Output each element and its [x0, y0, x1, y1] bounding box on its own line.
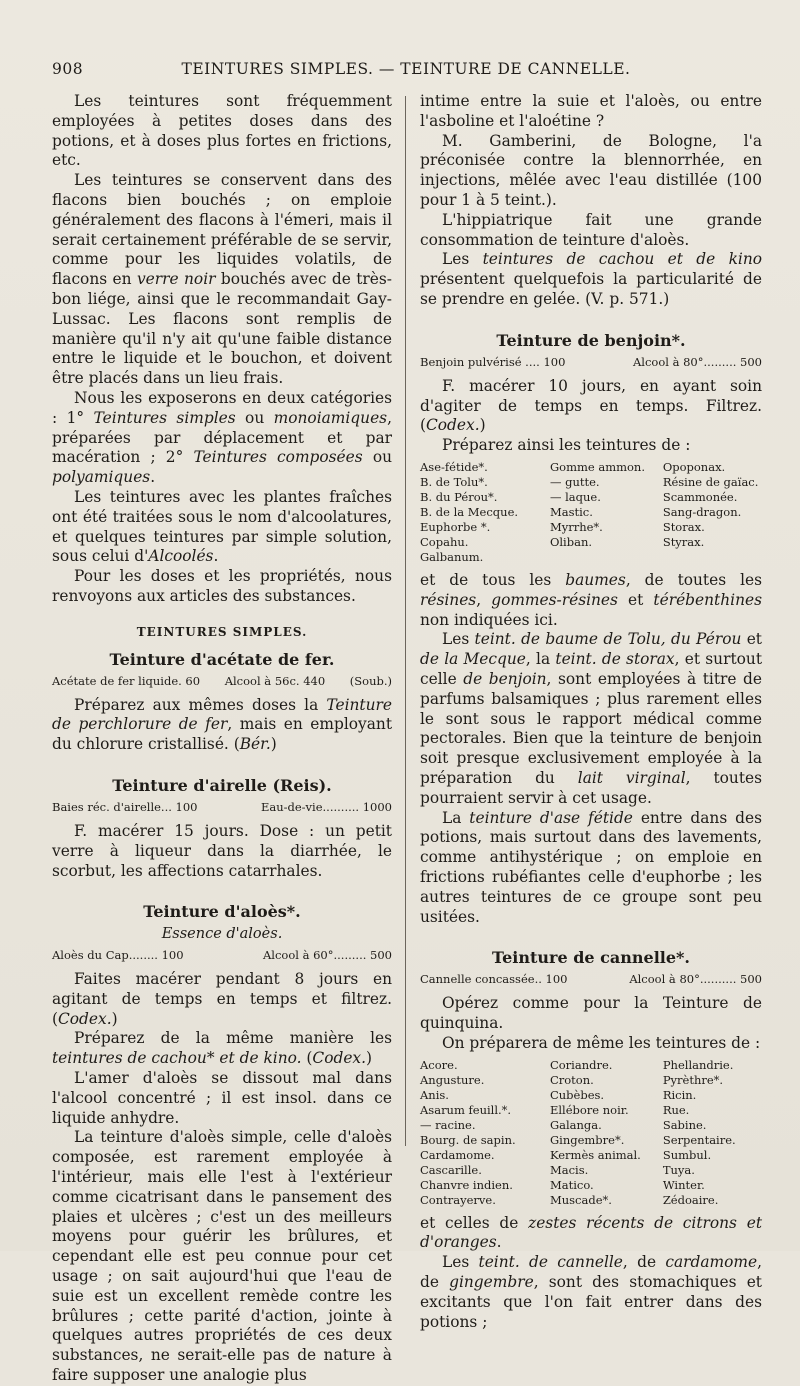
table-cell: Zédoaire. [662, 1192, 719, 1207]
paragraph: Les teintures se conservent dans des flacons bien bouchés ; on emploie généralement des flacons à l'émeri, mais il serait certainement préférable de se servir, comme pour les liquides volatils, de flacons en verre noir bouchés avec de très-bon liége, ainsi que le recommandait Gay-Lussac. Les flacons sont remplis de manière qu'il n'y ait qu'une faible distance entre le liquide et le bouchon, et doivent être placés dans un lieu frais. [52, 171, 392, 388]
section-heading: TEINTURES SIMPLES. [136, 624, 308, 639]
table-cell: — gutte. [549, 474, 600, 489]
table-cell: Ricin. [662, 1087, 697, 1102]
paragraph: On préparera de même les teintures de : [442, 1033, 761, 1052]
table-cell: Chanvre indien. [420, 1177, 513, 1192]
table-cell: Sabine. [662, 1117, 707, 1132]
paragraph: La teinture d'ase fétide entre dans des potions, mais surtout dans des lavements, comme antihystérique ; on emploie en frictions rubéfiantes celle d'euphorbe ; les autres teintures de ce groupe sont peu usitées. [420, 808, 762, 926]
paragraph: Nous les exposerons en deux catégories : 1° Teintures simples ou monoiamiques, préparées par déplacement et par macération ; 2° Teintures composées ou polyamiques. [52, 388, 392, 487]
table-cell: Phellandrie. [662, 1057, 734, 1072]
table-cell: Anis. [420, 1087, 449, 1102]
table-cell: Matico. [549, 1177, 594, 1192]
table-cell: Pyrèthre*. [662, 1072, 724, 1087]
page-number: 908 [52, 60, 84, 78]
paragraph: et de tous les baumes, de toutes les résines, gommes-résines et térébenthines non indiquées ici. [420, 570, 763, 629]
paragraph: Faites macérer pendant 8 jours en agitant de temps en temps et filtrez. (Codex.) [52, 970, 392, 1028]
table-cell: Serpentaire. [662, 1132, 736, 1147]
column-divider [405, 96, 406, 1146]
paragraph: Les teint. de cannelle, de cardamome, de gingembre, sont des stomachiques et excitants que l'on fait entrer dans des potions ; [420, 1253, 762, 1331]
recipe-heading: Teinture de benjoin*. [496, 330, 686, 350]
paragraph: F. macérer 15 jours. Dose : un petit verre à liqueur dans la diarrhée, le scorbut, les affections catarrhales. [52, 821, 392, 880]
paragraph: et celles de zestes récents de citrons et d'oranges. [420, 1213, 762, 1252]
running-title: TEINTURES SIMPLES. — TEINTURE DE CANNELLE. [181, 60, 631, 78]
table-cell: Cascarille. [420, 1162, 482, 1177]
paragraph: M. Gamberini, de Bologne, l'a préconisée contre la blennorrhée, en injections, mêlée avec l'eau distillée (100 pour 1 à 5 teint.). [420, 131, 762, 209]
paragraph: Préparez ainsi les teintures de : [442, 436, 691, 455]
right-column [420, 92, 762, 1332]
recipe-formula: Cannelle concassée.. 100 Alcool à 80°.......... 500 [420, 972, 762, 987]
table-cell: Ellébore noir. [549, 1102, 629, 1117]
table-cell: Cubèbes. [549, 1087, 605, 1102]
table-cell: Styrax. [662, 534, 705, 549]
table-cell: Sang-dragon. [662, 504, 742, 519]
table-cell: Muscade*. [549, 1192, 612, 1207]
paragraph: Préparez aux mêmes doses la Teinture de perchlorure de fer, mais en employant du chlorure cristallisé. (Bér.) [52, 695, 393, 754]
recipe-formula: Baies réc. d'airelle... 100 Eau-de-vie.......... 1000 [52, 799, 392, 814]
substance-list-table [420, 1058, 762, 1208]
table-cell: Winter. [662, 1177, 705, 1192]
table-cell: — laque. [549, 489, 601, 504]
paragraph: Les teintures avec les plantes fraîches ont été traitées sous le nom d'alcoolatures, et quelques teintures par simple solution, sous celui d'Alcoolés. [52, 487, 392, 566]
table-cell: Angusture. [420, 1072, 485, 1087]
table-cell [663, 550, 762, 565]
table-cell: Opoponax. [662, 459, 726, 474]
paragraph: intime entre la suie et l'aloès, ou entre l'asboline et l'aloétine ? [420, 92, 762, 130]
recipe-formula: Benjoin pulvérisé .... 100 Alcool à 80°......... 500 [420, 354, 762, 369]
table-cell: Croton. [549, 1072, 594, 1087]
paragraph: Les teintures de cachou et de kino présentent quelquefois la particularité de se prendre en gelée. (V. p. 571.) [420, 250, 762, 308]
substance-list-table [420, 460, 762, 565]
table-cell [550, 550, 663, 565]
paragraph: L'amer d'aloès se dissout mal dans l'alcool concentré ; il est insol. dans ce liquide anhydre. [52, 1069, 392, 1127]
table-cell: Tuya. [662, 1162, 695, 1177]
table-cell: Gomme ammon. [549, 459, 645, 474]
table-cell: Sumbul. [662, 1147, 712, 1162]
paragraph: Pour les doses et les propriétés, nous renvoyons aux articles des substances. [52, 567, 392, 605]
paragraph: Les teintures sont fréquemment employées à petites doses dans des potions, et à doses plus fortes en frictions, etc. [52, 92, 392, 170]
recipe-formula: Aloès du Cap........ 100 Alcool à 60°......... 500 [52, 948, 392, 963]
table-cell: Galbanum. [420, 549, 484, 564]
table-cell: Bourg. de sapin. [420, 1132, 516, 1147]
table-cell: Cardamome. [420, 1147, 495, 1162]
table-cell: Galanga. [549, 1117, 602, 1132]
table-cell: Oliban. [549, 534, 593, 549]
recipe-subheading: Essence d'aloès. [161, 926, 283, 943]
table-cell: Ase-fétide*. [420, 459, 488, 474]
table-cell: Kermès animal. [549, 1147, 641, 1162]
table-cell: Myrrhe*. [549, 519, 603, 534]
table-cell: Storax. [662, 519, 705, 534]
table-cell: Résine de gaïac. [662, 474, 759, 489]
recipe-heading: Teinture de cannelle*. [492, 948, 690, 968]
table-cell: B. du Pérou*. [420, 489, 498, 504]
table-cell: Mastic. [549, 504, 593, 519]
paragraph: La teinture d'aloès simple, celle d'aloès composée, est rarement employée à l'intérieur, mais elle l'est à l'extérieur comme cicatrisant dans le pansement des plaies et ulcères ; c'est un des meilleurs moyens pour guérir les brûlures, et cependant elle est peu connue pour cet usage ; on sait aujourd'hui que l'eau de suie est un excellent remède contre les brûlures ; cette parité d'action, jointe à quelques autres propriétés de ces deux substances, ne serait-elle pas de nature à faire supposer une analogie plus [52, 1128, 392, 1385]
table-cell: Euphorbe *. [420, 519, 491, 534]
table-cell: Contrayerve. [420, 1192, 496, 1207]
table-cell: Macis. [549, 1162, 589, 1177]
table-cell: Gingembre*. [549, 1132, 625, 1147]
paragraph: Préparez de la même manière les teintures de cachou* et de kino. (Codex.) [52, 1029, 392, 1068]
table-cell: Rue. [662, 1102, 690, 1117]
paragraph: F. macérer 10 jours, en ayant soin d'agiter de temps en temps. Filtrez. (Codex.) [420, 376, 762, 435]
table-cell: Asarum feuill.*. [420, 1102, 512, 1117]
recipe-heading: Teinture d'airelle (Reis). [112, 775, 332, 795]
recipe-heading: Teinture d'aloès*. [143, 902, 301, 922]
table-cell: B. de Tolu*. [420, 474, 488, 489]
table-cell: Copahu. [420, 534, 469, 549]
recipe-heading: Teinture d'acétate de fer. [109, 649, 335, 669]
paragraph: Opérez comme pour la Teinture de quinquina. [420, 994, 762, 1033]
table-cell: Coriandre. [549, 1057, 613, 1072]
left-column [52, 92, 392, 1386]
table-cell: Acore. [420, 1057, 458, 1072]
table-cell: — racine. [420, 1117, 476, 1132]
paragraph: Les teint. de baume de Tolu, du Pérou et de la Mecque, la teint. de storax, et surtout celle de benjoin, sont employées à titre de parfums balsamiques ; plus rarement elles le sont sous le rapport médical comme pectorales. Bien que la teinture de benjoin soit presque exclusivement employée à la préparation du lait virginal, toutes pourraient servir à cet usage. [420, 630, 763, 807]
paragraph: L'hippiatrique fait une grande consommation de teinture d'aloès. [420, 210, 762, 249]
recipe-formula: Acétate de fer liquide. 60 Alcool à 56c. 440 (Soub.) [52, 673, 392, 688]
table-cell: B. de la Mecque. [420, 504, 519, 519]
table-cell: Scammonée. [662, 489, 738, 504]
